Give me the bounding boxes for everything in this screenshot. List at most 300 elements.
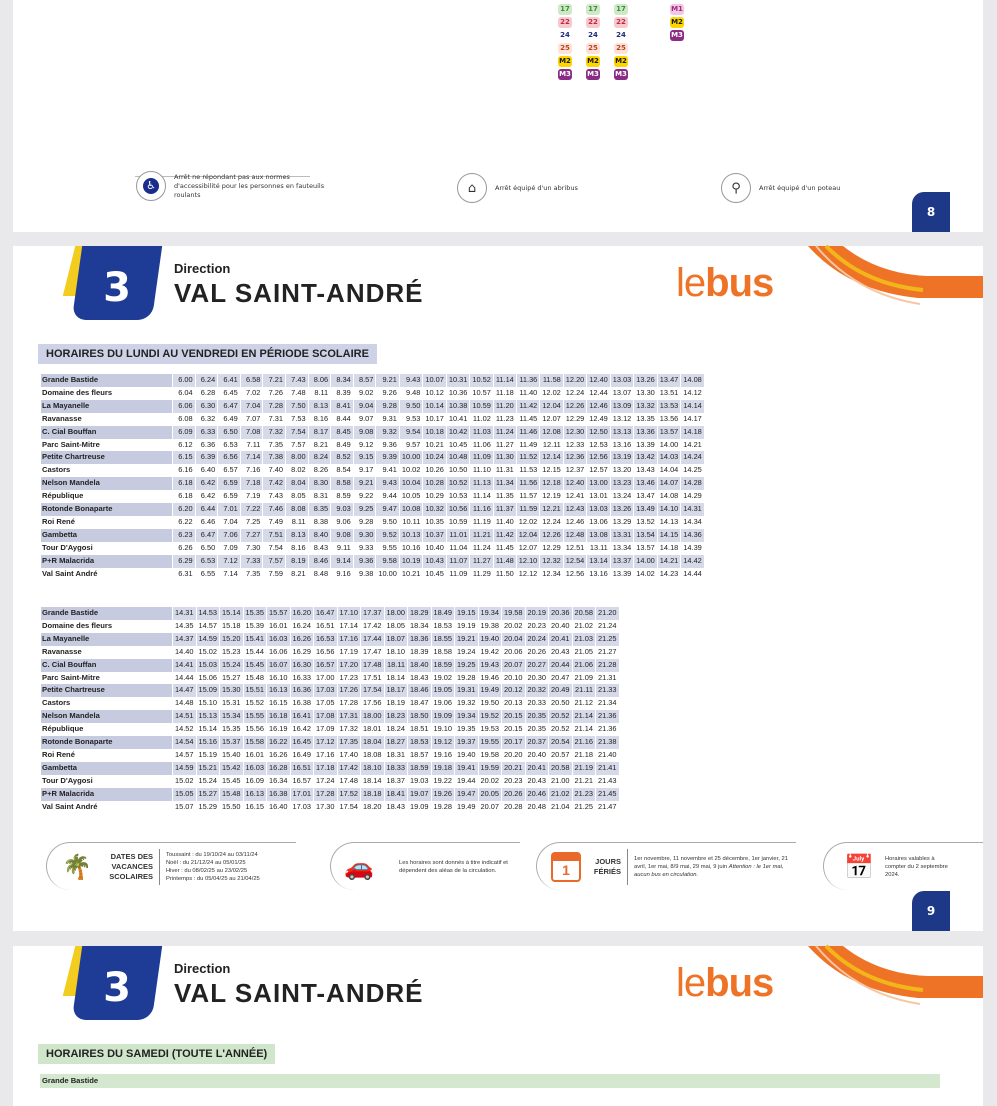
departure-time: 8.57	[354, 374, 376, 387]
stop-name: P+R Malacrida	[41, 555, 172, 568]
departure-time: 18.51	[410, 724, 429, 734]
departure-time: 13.19	[611, 451, 634, 464]
departure-time: 17.16	[316, 749, 335, 759]
departure-time: 16.40	[269, 801, 288, 811]
departure-time: 19.24	[457, 646, 476, 656]
departure-time: 14.13	[659, 516, 679, 526]
departure-time: 6.08	[178, 413, 193, 423]
departure-time: 11.27	[495, 439, 514, 449]
departure-time: 12.11	[542, 439, 561, 449]
departure-time: 18.19	[386, 698, 405, 708]
departure-time: 14.21	[658, 555, 681, 568]
departure-time: 15.20	[220, 633, 243, 646]
stop-name: Rotonde Bonaparte	[41, 736, 172, 749]
departure-time: 14.31	[681, 503, 704, 516]
departure-time: 17.00	[316, 672, 335, 682]
departure-time: 18.34	[410, 620, 429, 630]
departure-time: 17.18	[314, 762, 337, 775]
departure-time: 16.07	[267, 659, 290, 672]
departure-time: 9.31	[382, 413, 397, 423]
departure-time: 16.45	[291, 736, 314, 749]
departure-time: 12.32	[540, 555, 563, 568]
departure-time: 20.12	[502, 684, 525, 697]
departure-time: 19.16	[433, 749, 452, 759]
departure-time: 14.44	[683, 568, 702, 578]
departure-time: 19.10	[433, 724, 452, 734]
departure-time: 17.32	[339, 724, 358, 734]
departure-time: 8.21	[291, 568, 306, 578]
departure-time: 15.07	[175, 801, 194, 811]
departure-time: 15.19	[198, 749, 217, 759]
departure-time: 15.45	[222, 775, 241, 785]
departure-time: 9.30	[354, 529, 376, 542]
departure-time: 9.36	[354, 555, 376, 568]
departure-time: 17.28	[339, 698, 358, 708]
departure-time: 19.38	[480, 620, 499, 630]
departure-time: 14.37	[173, 633, 196, 646]
departure-time: 20.35	[526, 710, 549, 723]
public-holidays-text: 1er novembre, 11 novembre et 25 décembre, 1er janvier, 21 avril, 1er mai, 8/9 mai, 29 mai, 9 juin Attention : le 1er mai, aucun bus en circulation.	[634, 856, 788, 878]
line-number: 3	[103, 965, 131, 1011]
table-row	[41, 607, 619, 620]
departure-time: 8.08	[286, 503, 308, 516]
departure-time: 10.04	[400, 477, 423, 490]
departure-time: 12.49	[589, 413, 608, 423]
departure-time: 15.42	[220, 762, 243, 775]
departure-time: 14.00	[634, 555, 657, 568]
stop-name: Roi René	[41, 749, 172, 762]
traffic-note: Les horaires sont donnés à titre indicatif et dépendent des aléas de la circulation.	[399, 860, 508, 874]
departure-time: 9.50	[400, 400, 423, 413]
departure-time: 18.07	[385, 633, 408, 646]
departure-time: 19.21	[455, 633, 478, 646]
departure-time: 12.04	[517, 529, 540, 542]
departure-time: 17.03	[314, 684, 337, 697]
departure-time: 8.00	[286, 451, 308, 464]
table-row	[41, 749, 619, 762]
departure-time: 13.35	[636, 413, 655, 423]
departure-time: 19.03	[410, 775, 429, 785]
line-badge-22: 22	[614, 17, 628, 28]
departure-time: 16.51	[316, 620, 335, 630]
departure-time: 14.31	[173, 607, 196, 620]
departure-time: 18.53	[408, 736, 431, 749]
departure-time: 6.40	[200, 465, 216, 475]
departure-time: 7.04	[241, 400, 263, 413]
departure-time: 18.11	[385, 659, 408, 672]
departure-time: 21.21	[574, 775, 593, 785]
table-row	[41, 762, 619, 775]
table-row	[41, 451, 704, 464]
departure-time: 9.08	[331, 529, 353, 542]
bus-stop-pole-icon: ⚲	[721, 173, 751, 203]
departure-time: 6.46	[200, 516, 216, 526]
departure-time: 9.55	[382, 542, 397, 552]
departure-time: 13.20	[612, 465, 632, 475]
departure-time: 14.54	[173, 736, 196, 749]
departure-time: 11.14	[494, 374, 516, 387]
departure-time: 15.30	[220, 684, 243, 697]
departure-time: 18.40	[408, 659, 431, 672]
departure-time: 14.15	[658, 529, 681, 542]
stop-name: Petite Chartreuse	[41, 684, 172, 697]
departure-time: 12.53	[589, 439, 608, 449]
stop-name: Val Saint André	[41, 568, 172, 581]
departure-time: 15.56	[245, 724, 264, 734]
validity-text: Horaires valables à compter du 2 septembre 2024.	[885, 856, 948, 878]
departure-time: 18.04	[361, 736, 384, 749]
departure-time: 20.26	[502, 788, 525, 801]
departure-time: 21.23	[573, 788, 596, 801]
departure-time: 20.32	[526, 684, 549, 697]
departure-time: 20.15	[502, 710, 525, 723]
departure-time: 19.35	[457, 724, 476, 734]
departure-time: 17.01	[291, 788, 314, 801]
departure-time: 18.41	[385, 788, 408, 801]
departure-time: 16.22	[267, 736, 290, 749]
departure-time: 18.00	[385, 607, 408, 620]
departure-time: 8.46	[309, 555, 331, 568]
table-row	[41, 620, 619, 633]
line-badge-24: 24	[614, 30, 628, 41]
departure-time: 9.50	[382, 516, 397, 526]
departure-time: 19.40	[479, 633, 502, 646]
table-row	[41, 788, 619, 801]
departure-time: 13.31	[611, 529, 634, 542]
departure-time: 14.07	[658, 477, 681, 490]
direction-name: VAL SAINT-ANDRÉ	[174, 978, 424, 1008]
departure-time: 11.19	[472, 516, 491, 526]
departure-time: 18.08	[363, 749, 382, 759]
departure-time: 20.13	[504, 698, 523, 708]
departure-time: 7.57	[291, 439, 306, 449]
departure-time: 21.14	[574, 724, 593, 734]
departure-time: 20.58	[573, 607, 596, 620]
departure-time: 7.57	[263, 555, 285, 568]
departure-time: 12.51	[565, 542, 585, 552]
departure-time: 14.00	[659, 439, 679, 449]
departure-time: 7.50	[286, 400, 308, 413]
departure-time: 7.01	[218, 503, 240, 516]
holidays-list: Toussaint : du 19/10/24 au 03/11/24 Noël : du 21/12/24 au 05/01/25 Hiver : du 08/02/25 au 23/02/25 Printemps : du 05/04/25 au 21/04/25	[166, 852, 260, 882]
departure-time: 20.49	[549, 684, 572, 697]
departure-time: 18.36	[408, 633, 431, 646]
departure-time: 11.45	[495, 542, 514, 552]
departure-time: 10.18	[423, 426, 446, 439]
departure-time: 13.39	[636, 439, 655, 449]
divider	[159, 849, 160, 885]
departure-time: 21.33	[596, 684, 619, 697]
departure-time: 8.44	[336, 413, 351, 423]
table-row	[41, 439, 704, 452]
departure-time: 12.37	[565, 465, 585, 475]
departure-time: 11.18	[495, 387, 514, 397]
departure-time: 6.47	[218, 400, 240, 413]
departure-time: 9.28	[376, 400, 399, 413]
stop-name: Castors	[41, 697, 172, 710]
departure-time: 8.48	[313, 568, 329, 578]
departure-time: 7.14	[223, 568, 238, 578]
departure-time: 11.13	[470, 477, 493, 490]
departure-time: 13.37	[611, 555, 634, 568]
divider	[627, 849, 628, 885]
departure-time: 17.54	[361, 684, 384, 697]
departure-time: 9.32	[376, 426, 399, 439]
departure-time: 16.13	[267, 684, 290, 697]
departure-time: 8.43	[313, 542, 329, 552]
departure-time: 16.34	[269, 775, 288, 785]
departure-time: 17.47	[363, 646, 382, 656]
departure-time: 20.41	[549, 633, 572, 646]
departure-time: 13.43	[636, 465, 655, 475]
brand-logo: lebus	[676, 261, 774, 305]
departure-time: 14.03	[658, 451, 681, 464]
departure-time: 15.41	[244, 633, 267, 646]
departure-time: 15.21	[197, 762, 220, 775]
departure-time: 7.30	[245, 542, 261, 552]
calendar-icon: 1	[551, 852, 581, 882]
departure-time: 21.24	[598, 620, 617, 630]
departure-time: 13.07	[612, 387, 632, 397]
table-row	[41, 542, 704, 555]
departure-time: 14.18	[659, 542, 679, 552]
departure-time: 14.44	[175, 672, 194, 682]
stop-name: Val Saint André	[41, 801, 172, 814]
departure-time: 15.09	[197, 684, 220, 697]
departure-time: 7.12	[218, 555, 240, 568]
badge-column	[670, 4, 684, 41]
departure-time: 21.28	[596, 659, 619, 672]
departure-time: 18.59	[408, 762, 431, 775]
table-row	[41, 477, 704, 490]
departure-time: 21.45	[596, 788, 619, 801]
departure-time: 18.10	[361, 762, 384, 775]
departure-time: 19.52	[479, 710, 502, 723]
departure-time: 14.28	[681, 477, 704, 490]
departure-time: 10.28	[423, 477, 446, 490]
departure-time: 15.13	[197, 710, 220, 723]
departure-time: 9.57	[405, 439, 421, 449]
departure-time: 7.54	[286, 426, 308, 439]
departure-time: 13.29	[612, 516, 632, 526]
departure-time: 14.59	[197, 633, 220, 646]
departure-time: 20.28	[504, 801, 523, 811]
departure-time: 8.13	[286, 529, 308, 542]
departure-time: 18.49	[432, 607, 455, 620]
departure-time: 11.04	[449, 542, 468, 552]
departure-time: 15.23	[222, 646, 241, 656]
departure-time: 19.32	[457, 698, 476, 708]
line-badge-25: 25	[558, 43, 572, 54]
departure-time: 15.40	[222, 749, 241, 759]
departure-time: 17.54	[339, 801, 358, 811]
departure-time: 7.32	[263, 426, 285, 439]
stop-name: C. Cial Bouffan	[41, 659, 172, 672]
line-badge-M3: M3	[615, 70, 627, 78]
departure-time: 17.12	[314, 736, 337, 749]
departure-time: 16.26	[269, 749, 288, 759]
table-row	[41, 555, 704, 568]
departure-time: 15.02	[175, 775, 194, 785]
departure-time: 15.18	[222, 620, 241, 630]
departure-time: 16.29	[292, 646, 311, 656]
departure-time: 13.08	[587, 529, 610, 542]
info-public-holidays	[551, 842, 794, 892]
departure-time: 15.27	[222, 672, 241, 682]
departure-time: 12.07	[518, 542, 538, 552]
departure-time: 17.48	[361, 659, 384, 672]
departure-time: 10.07	[423, 374, 446, 387]
legend-pole	[721, 173, 840, 203]
departure-time: 6.26	[178, 542, 193, 552]
departure-time: 10.08	[400, 503, 423, 516]
departure-time: 16.01	[269, 620, 288, 630]
departure-time: 7.35	[268, 439, 283, 449]
departure-time: 14.18	[681, 426, 704, 439]
departure-time: 11.24	[494, 426, 516, 439]
info-holidays	[57, 842, 260, 892]
departure-time: 14.51	[173, 710, 196, 723]
table-row	[41, 490, 704, 503]
departure-time: 9.22	[358, 491, 374, 501]
line-badge-25: 25	[614, 43, 628, 54]
departure-time: 9.16	[336, 568, 351, 578]
departure-time: 19.49	[479, 684, 502, 697]
departure-time: 21.14	[573, 710, 596, 723]
stop-name: République	[41, 490, 172, 503]
departure-time: 7.09	[223, 542, 238, 552]
departure-time: 18.47	[410, 698, 429, 708]
departure-time: 12.43	[564, 503, 587, 516]
departure-time: 18.24	[386, 724, 405, 734]
departure-time: 6.24	[196, 374, 218, 387]
departure-time: 10.29	[425, 491, 444, 501]
departure-time: 7.43	[286, 374, 308, 387]
departure-time: 21.00	[551, 775, 570, 785]
departure-time: 12.54	[564, 555, 587, 568]
departure-time: 15.05	[173, 788, 196, 801]
departure-time: 6.55	[200, 568, 216, 578]
departure-time: 11.35	[495, 491, 514, 501]
departure-time: 20.54	[549, 736, 572, 749]
departure-time: 17.52	[338, 788, 361, 801]
departure-time: 15.14	[198, 724, 217, 734]
departure-time: 10.56	[447, 503, 470, 516]
departure-time: 10.32	[423, 503, 446, 516]
departure-time: 12.08	[540, 426, 563, 439]
departure-time: 15.34	[220, 710, 243, 723]
departure-time: 14.10	[658, 503, 681, 516]
departure-time: 13.26	[634, 374, 657, 387]
departure-time: 12.24	[542, 516, 561, 526]
departure-time: 11.07	[447, 555, 470, 568]
departure-time: 8.45	[331, 426, 353, 439]
departure-time: 8.04	[286, 477, 308, 490]
departure-time: 15.39	[245, 620, 264, 630]
departure-time: 18.00	[361, 710, 384, 723]
departure-time: 13.03	[587, 503, 610, 516]
stop-name: Gambetta	[41, 762, 172, 775]
departure-time: 14.35	[175, 620, 194, 630]
departure-time: 6.16	[178, 465, 193, 475]
departure-time: 13.47	[658, 374, 681, 387]
departure-time: 21.47	[598, 801, 617, 811]
departure-time: 9.02	[358, 387, 374, 397]
decorative-stripes	[808, 246, 983, 316]
departure-time: 10.59	[448, 516, 468, 526]
departure-time: 18.01	[363, 724, 382, 734]
line-badge-M3: M3	[671, 31, 683, 39]
departure-time: 20.07	[480, 801, 499, 811]
departure-time: 7.48	[291, 387, 306, 397]
departure-time: 14.04	[659, 465, 679, 475]
departure-time: 18.31	[386, 749, 405, 759]
departure-time: 6.15	[173, 451, 195, 464]
departure-time: 15.03	[197, 659, 220, 672]
departure-time: 16.18	[267, 710, 290, 723]
departure-time: 16.20	[291, 607, 314, 620]
departure-time: 16.01	[245, 749, 264, 759]
departure-time: 7.53	[291, 413, 306, 423]
stop-name: Ravanasse	[41, 413, 172, 426]
departure-time: 9.33	[358, 542, 374, 552]
line-badge-M2: M2	[671, 18, 683, 26]
departure-time: 8.24	[309, 451, 331, 464]
departure-time: 7.46	[263, 503, 285, 516]
departure-time: 11.58	[540, 374, 563, 387]
departure-time: 16.28	[267, 762, 290, 775]
departure-time: 12.29	[565, 413, 585, 423]
departure-time: 14.29	[683, 491, 702, 501]
departure-time: 18.55	[432, 633, 455, 646]
departure-time: 11.27	[470, 555, 493, 568]
departure-time: 16.24	[292, 620, 311, 630]
stop-name: Castors	[41, 464, 172, 477]
departure-time: 6.44	[196, 503, 218, 516]
departure-time: 8.16	[313, 413, 329, 423]
departure-time: 7.51	[263, 529, 285, 542]
departure-time: 21.25	[596, 633, 619, 646]
departure-time: 13.12	[612, 413, 632, 423]
departure-time: 6.18	[173, 477, 195, 490]
departure-time: 17.30	[316, 801, 335, 811]
timetable-afternoon	[40, 607, 620, 814]
departure-time: 12.26	[540, 529, 563, 542]
departure-time: 13.47	[636, 491, 655, 501]
line-badge-M2: M2	[615, 57, 627, 65]
departure-time: 7.21	[263, 374, 285, 387]
line-badge-24: 24	[586, 30, 600, 41]
departure-time: 10.43	[423, 555, 446, 568]
departure-time: 18.14	[386, 672, 405, 682]
departure-time: 11.50	[495, 568, 514, 578]
departure-time: 12.46	[565, 516, 585, 526]
departure-time: 13.16	[589, 568, 608, 578]
departure-time: 12.19	[542, 491, 561, 501]
departure-time: 7.25	[245, 516, 261, 526]
departure-time: 20.52	[549, 710, 572, 723]
departure-time: 13.30	[636, 387, 655, 397]
departure-time: 18.17	[385, 684, 408, 697]
departure-time: 17.10	[338, 607, 361, 620]
stop-name: La Mayanelle	[41, 400, 172, 413]
departure-time: 13.13	[611, 426, 634, 439]
departure-time: 9.21	[376, 374, 399, 387]
legend-shelter-text: Arrêt équipé d'un abribus	[495, 183, 578, 192]
departure-time: 15.31	[222, 698, 241, 708]
departure-time: 12.34	[542, 568, 561, 578]
departure-time: 15.10	[198, 698, 217, 708]
